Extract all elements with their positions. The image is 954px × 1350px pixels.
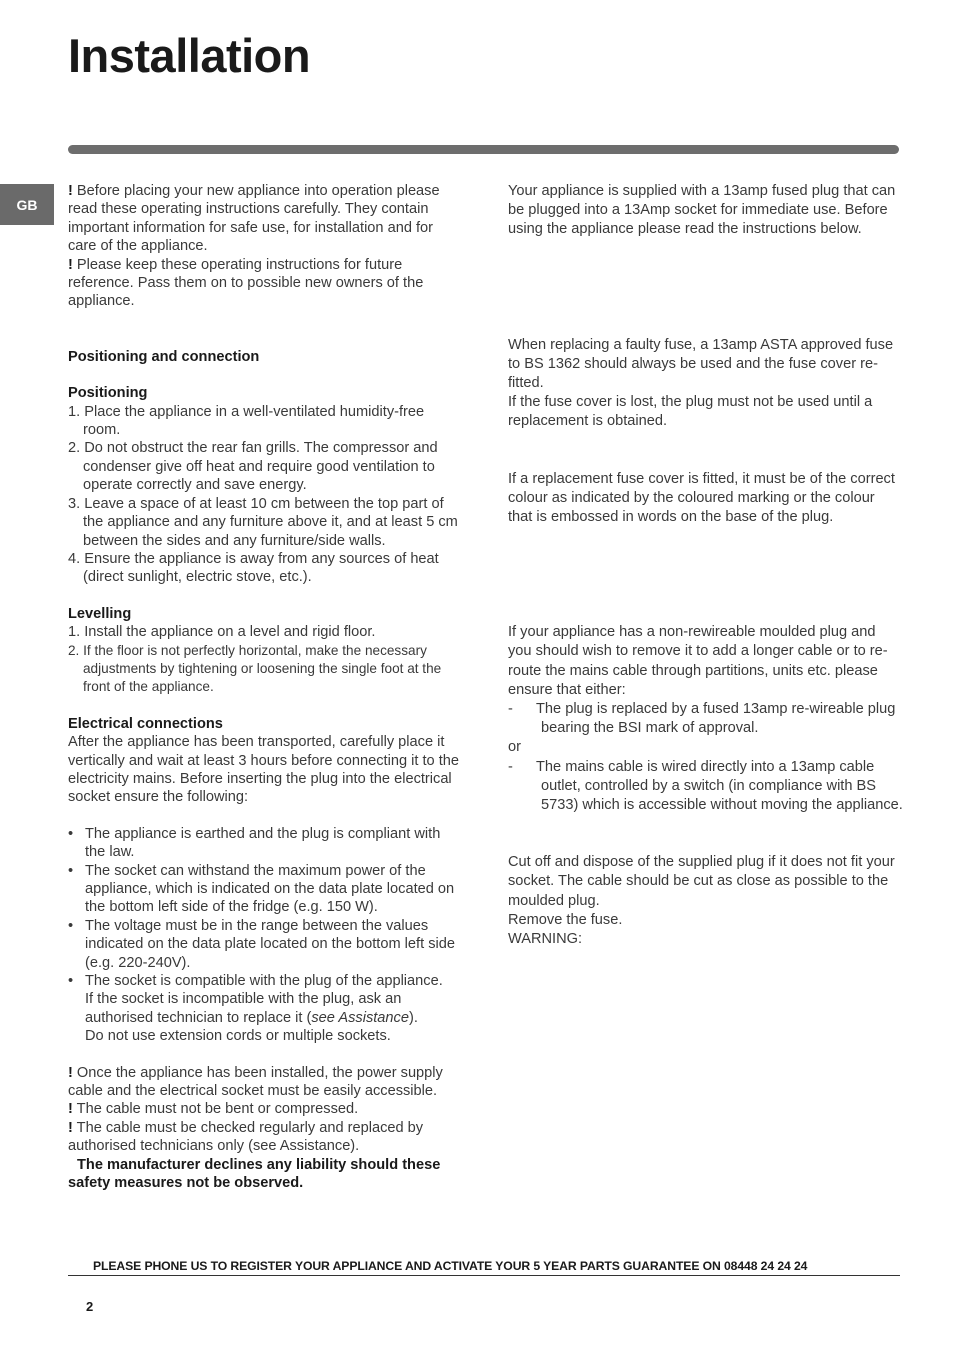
left-column — [68, 182, 463, 1193]
list-item: - The mains cable is wired directly into a 13amp cable outlet, controlled by a switch (in compliance with BS 5733) which is accessible without moving the appliance. — [508, 758, 903, 814]
plug-supply-paragraph: Your appliance is supplied with a 13amp fused plug that can be plugged into a 13Amp socket for immediate use. Before using the appliance please read the instructions below. — [508, 183, 896, 238]
page-number: 2 — [86, 1299, 94, 1314]
liability-statement: The manufacturer declines any liability should these safety measures not be observed. — [68, 1156, 441, 1192]
right-column — [508, 182, 903, 949]
fuse-replacement-paragraph: When replacing a faulty fuse, a 13amp ASTA approved fuse to BS 1362 should always be used and the fuse cover re-fitted. — [508, 336, 894, 392]
footer-divider — [68, 1275, 900, 1276]
moulded-plug-paragraph: If your appliance has a non-rewireable moulded plug and you should wish to remove it to add a longer cable or to re-route the mains cable through partitions, units etc. please ensure that either: — [508, 624, 888, 698]
title-divider — [68, 145, 899, 154]
fuse-cover-colour-paragraph: If a replacement fuse cover is fitted, it must be of the correct colour as indicated by the coloured marking or the colour that is embossed in words on the base of the plug. — [508, 470, 895, 526]
list-item: - The plug is replaced by a fused 13amp re-wireable plug bearing the BSI mark of approval. — [508, 701, 896, 737]
attention-mark: ! — [68, 183, 73, 199]
bullet-icon: • — [68, 825, 74, 842]
warning-paragraph-1: ! Once the appliance has been installed, the power supply cable and the electrical socket must be easily accessible. — [68, 1064, 443, 1100]
bullet-icon: • — [68, 917, 74, 934]
bullet-icon: • — [68, 862, 74, 879]
electrical-heading: Electrical connections — [68, 715, 223, 732]
attention-mark: ! — [68, 1119, 73, 1136]
list-item: • The socket can withstand the maximum power of the appliance, which is indicated on the data plate located on the bottom left side of the fridge (e.g. 150 W). — [68, 862, 455, 916]
extension-cord-note: Do not use extension cords or multiple sockets. — [85, 1028, 391, 1045]
cut-off-plug-paragraph: Cut off and dispose of the supplied plug if it does not fit your socket. The cable should be cut as close as possible to the moulded plug. — [508, 854, 895, 909]
positioning-item: 3. Leave a space of at least 10 cm between the top part of the appliance and any furniture above it, and at least 5 cm between the sides and any furniture/side walls. — [68, 495, 458, 549]
attention-mark: ! — [68, 1101, 73, 1118]
bullet-icon: • — [68, 973, 74, 990]
warning-paragraph-2: ! The cable must not be bent or compressed. — [68, 1101, 359, 1118]
intro-paragraph-1: ! Before placing your new appliance into operation please read these operating instructions carefully. They contain important information for safe use, for installation and for care of the appliance. — [68, 183, 440, 255]
attention-mark: ! — [68, 256, 73, 273]
page-title: Installation — [68, 29, 311, 82]
dash-marker: - — [508, 701, 513, 718]
levelling-item: 1. Install the appliance on a level and rigid floor. — [68, 624, 376, 641]
remove-fuse-paragraph: Remove the fuse. — [508, 911, 623, 928]
section-heading: Positioning and connection — [68, 348, 260, 365]
positioning-item: 2. Do not obstruct the rear fan grills. The compressor and condenser give off heat and require good ventilation to operate correctly and save energy. — [68, 440, 438, 494]
levelling-heading: Levelling — [68, 605, 132, 622]
registration-notice: PLEASE PHONE US TO REGISTER YOUR APPLIANCE AND ACTIVATE YOUR 5 YEAR PARTS GUARANTEE ON 08448 24 24 24 — [93, 1259, 808, 1273]
positioning-item: 1. Place the appliance in a well-ventilated humidity-free room. — [68, 403, 425, 439]
attention-mark: ! — [68, 1064, 73, 1081]
positioning-heading: Positioning — [68, 385, 148, 402]
language-tab: GB — [0, 184, 54, 225]
warning-label: WARNING: — [508, 931, 583, 948]
incompatible-socket-note: If the socket is incompatible with the plug, ask an authorised technician to replace it (see Assistance). — [85, 991, 418, 1026]
dash-marker: - — [508, 758, 513, 775]
list-item: • The appliance is earthed and the plug is compliant with the law. — [68, 825, 441, 861]
warning-paragraph-3: ! The cable must be checked regularly and replaced by authorised technicians only (see Assistance). — [68, 1119, 424, 1155]
list-item: • The voltage must be in the range between the values indicated on the data plate located on the bottom left side (e.g. 220-240V). — [68, 917, 455, 971]
assistance-reference: see Assistance — [311, 1009, 409, 1026]
fuse-cover-lost-paragraph: If the fuse cover is lost, the plug must not be used until a replacement is obtained. — [508, 394, 873, 430]
levelling-item: 2. If the floor is not perfectly horizontal, make the necessary adjustments by tightening or loosening the single foot at the front of the appliance. — [68, 642, 442, 695]
positioning-item: 4. Ensure the appliance is away from any sources of heat (direct sunlight, electric stove, etc.). — [68, 550, 439, 586]
or-separator: or — [508, 739, 521, 756]
intro-paragraph-2: ! Please keep these operating instructions for future reference. Pass them on to possible new owners of the appliance. — [68, 256, 424, 310]
list-item: • The socket is compatible with the plug of the appliance. If the socket is incompatible with the plug, ask an authorised technician to replace it (see Assistance). Do not use extension cords or multiple sockets. — [68, 972, 463, 1046]
electrical-intro: After the appliance has been transported, carefully place it vertically and wait at least 3 hours before connecting it to the electricity mains. Before inserting the plug into the electrical socket ensure the following: — [68, 734, 460, 806]
